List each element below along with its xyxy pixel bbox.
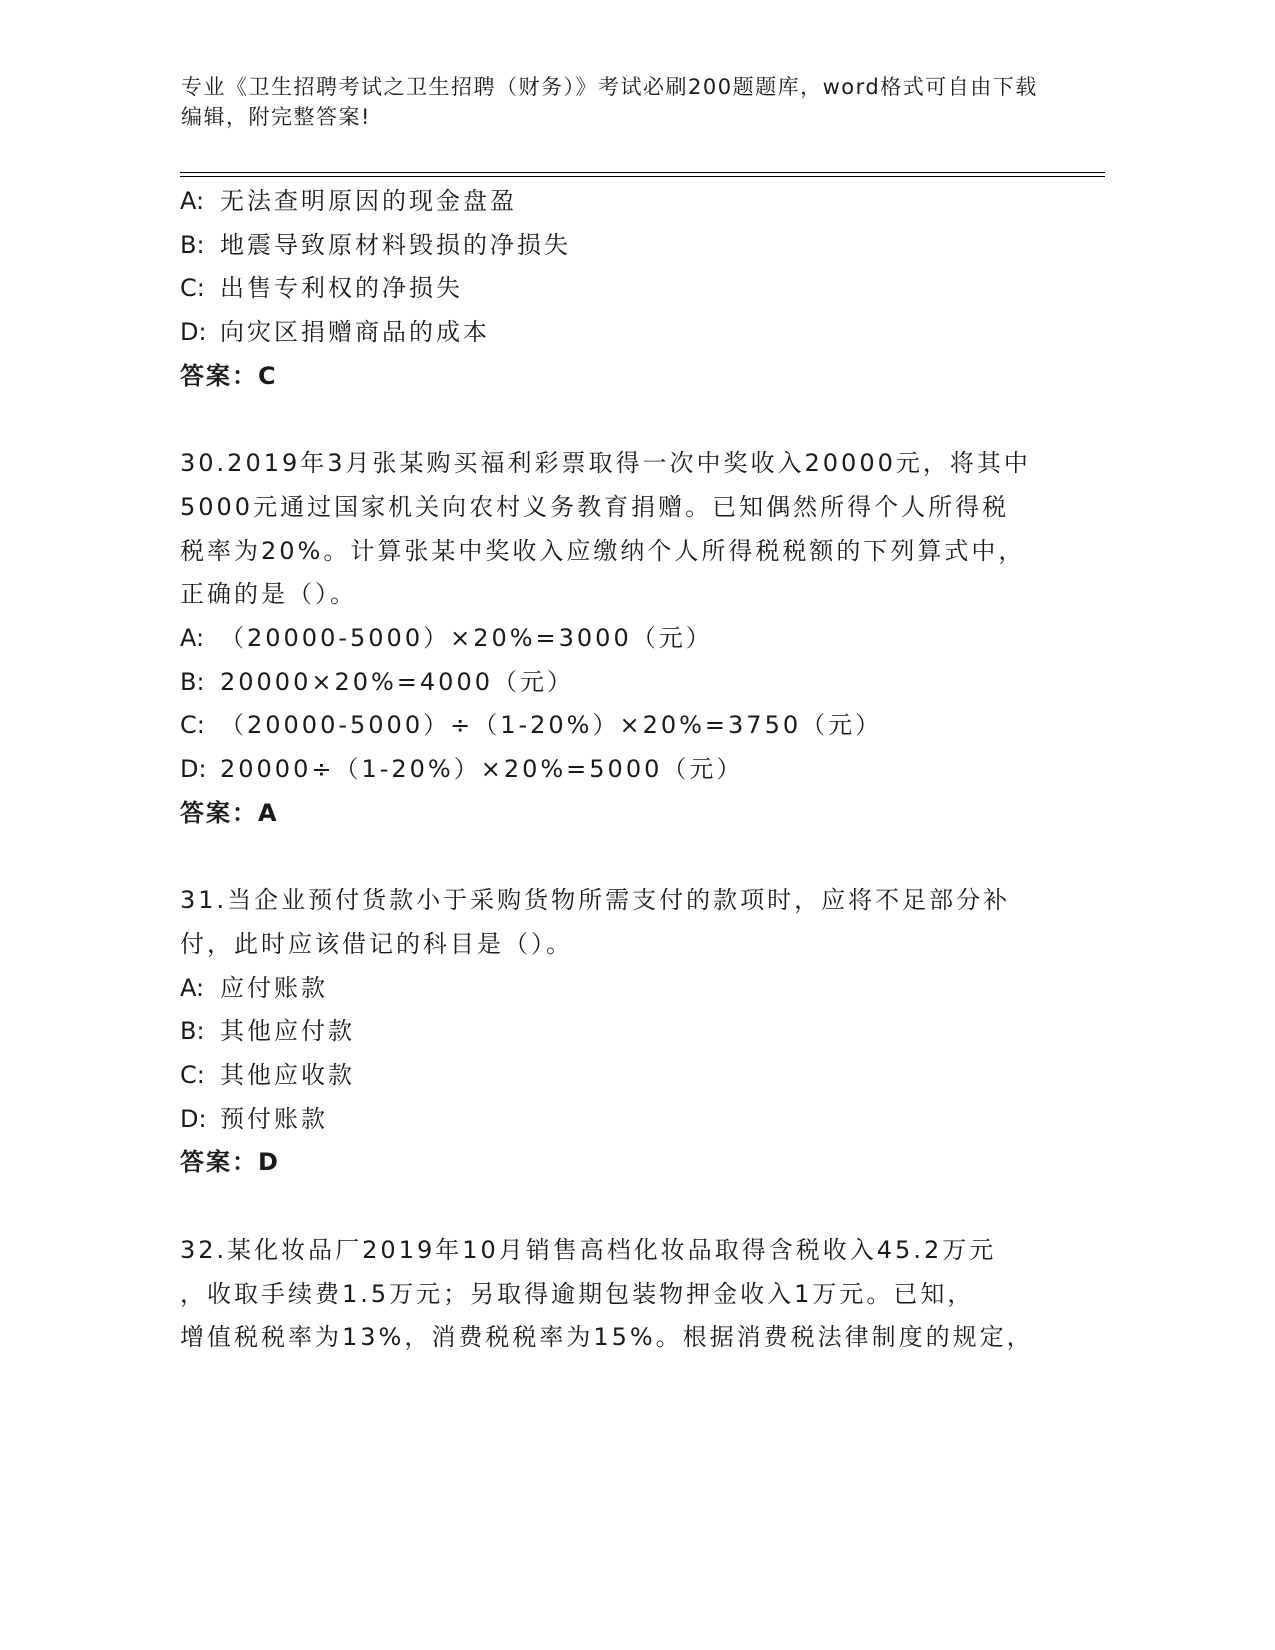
option-text: 向灾区捐赠商品的成本 [220,318,490,347]
option-text: 无法查明原因的现金盘盈 [220,187,517,215]
document-header [181,72,1041,132]
header-divider-top [180,172,1105,173]
option-key: D: [180,318,207,347]
question-text-line: 正确的是（）。 [180,580,357,609]
option-text: 其他应收款 [220,1061,355,1090]
option-b [180,1010,1060,1054]
option-key: A: [180,973,205,1002]
option-b [180,661,1060,705]
option-key: A: [180,624,205,653]
question-text-line: 增值税税率为13%，消费税税率为15%。根据消费税法律制度的规定， [180,1323,1034,1352]
option-text: （20000-5000）÷（1-20%）×20%=3750（元） [220,711,883,740]
question-text-line: 付，此时应该借记的科目是（）。 [180,929,573,958]
question-text-line: 5000元通过国家机关向农村义务教育捐赠。已知偶然所得个人所得税 [180,492,1010,521]
option-a [180,967,1060,1011]
option-d [180,748,1060,792]
option-text: 20000÷（1-20%）×20%=5000（元） [220,755,744,784]
option-key: B: [180,1017,205,1046]
option-text: 出售专利权的净损失 [220,274,463,303]
answer-line: 答案：D [180,1148,280,1177]
question-text-line: 税率为20%。计算张某中奖收入应缴纳个人所得税税额的下列算式中， [180,536,1026,565]
option-d [180,311,1060,355]
header-divider-bottom [180,176,1105,177]
question-29-options [180,180,1060,399]
option-text: 其他应付款 [220,1017,355,1046]
option-key: C: [180,274,205,303]
question-text-line: 31.当企业预付货款小于采购货物所需支付的款项时，应将不足部分补 [180,886,1011,915]
option-key: B: [180,667,205,696]
option-a [180,617,1060,661]
option-key: D: [180,1104,207,1133]
option-d [180,1098,1060,1142]
question-text-line: ，收取手续费1.5万元；另取得逾期包装物押金收入1万元。已知， [180,1279,975,1308]
question-text-line: 32.某化妆品厂2019年10月销售高档化妆品取得含税收入45.2万元 [180,1235,997,1264]
option-text: 应付账款 [220,973,328,1002]
option-key: D: [180,755,207,784]
answer-line: 答案：A [180,798,279,827]
spacer [180,836,1060,880]
option-c [180,267,1060,311]
document-body [180,180,1060,1360]
question-30 [180,442,1060,835]
option-text: 预付账款 [220,1104,328,1133]
spacer [180,399,1060,443]
option-key: B: [180,230,205,259]
document-title: 专业《卫生招聘考试之卫生招聘（财务）》考试必刷200题题库，word格式可自由下载编辑，附完整答案! [181,75,1038,129]
option-c [180,1054,1060,1098]
option-a [180,180,1060,224]
question-text-line: 30.2019年3月张某购买福利彩票取得一次中奖收入20000元，将其中 [180,449,1031,478]
answer-line: 答案：C [180,361,278,390]
question-32 [180,1229,1060,1360]
option-text: 20000×20%=4000（元） [220,667,574,696]
option-b [180,224,1060,268]
option-text: 地震导致原材料毁损的净损失 [220,230,571,259]
option-c [180,704,1060,748]
spacer [180,1185,1060,1229]
question-31 [180,879,1060,1185]
option-text: （20000-5000）×20%=3000（元） [220,624,713,653]
option-key: C: [180,1061,205,1090]
option-key: A: [180,187,205,215]
option-key: C: [180,711,205,740]
